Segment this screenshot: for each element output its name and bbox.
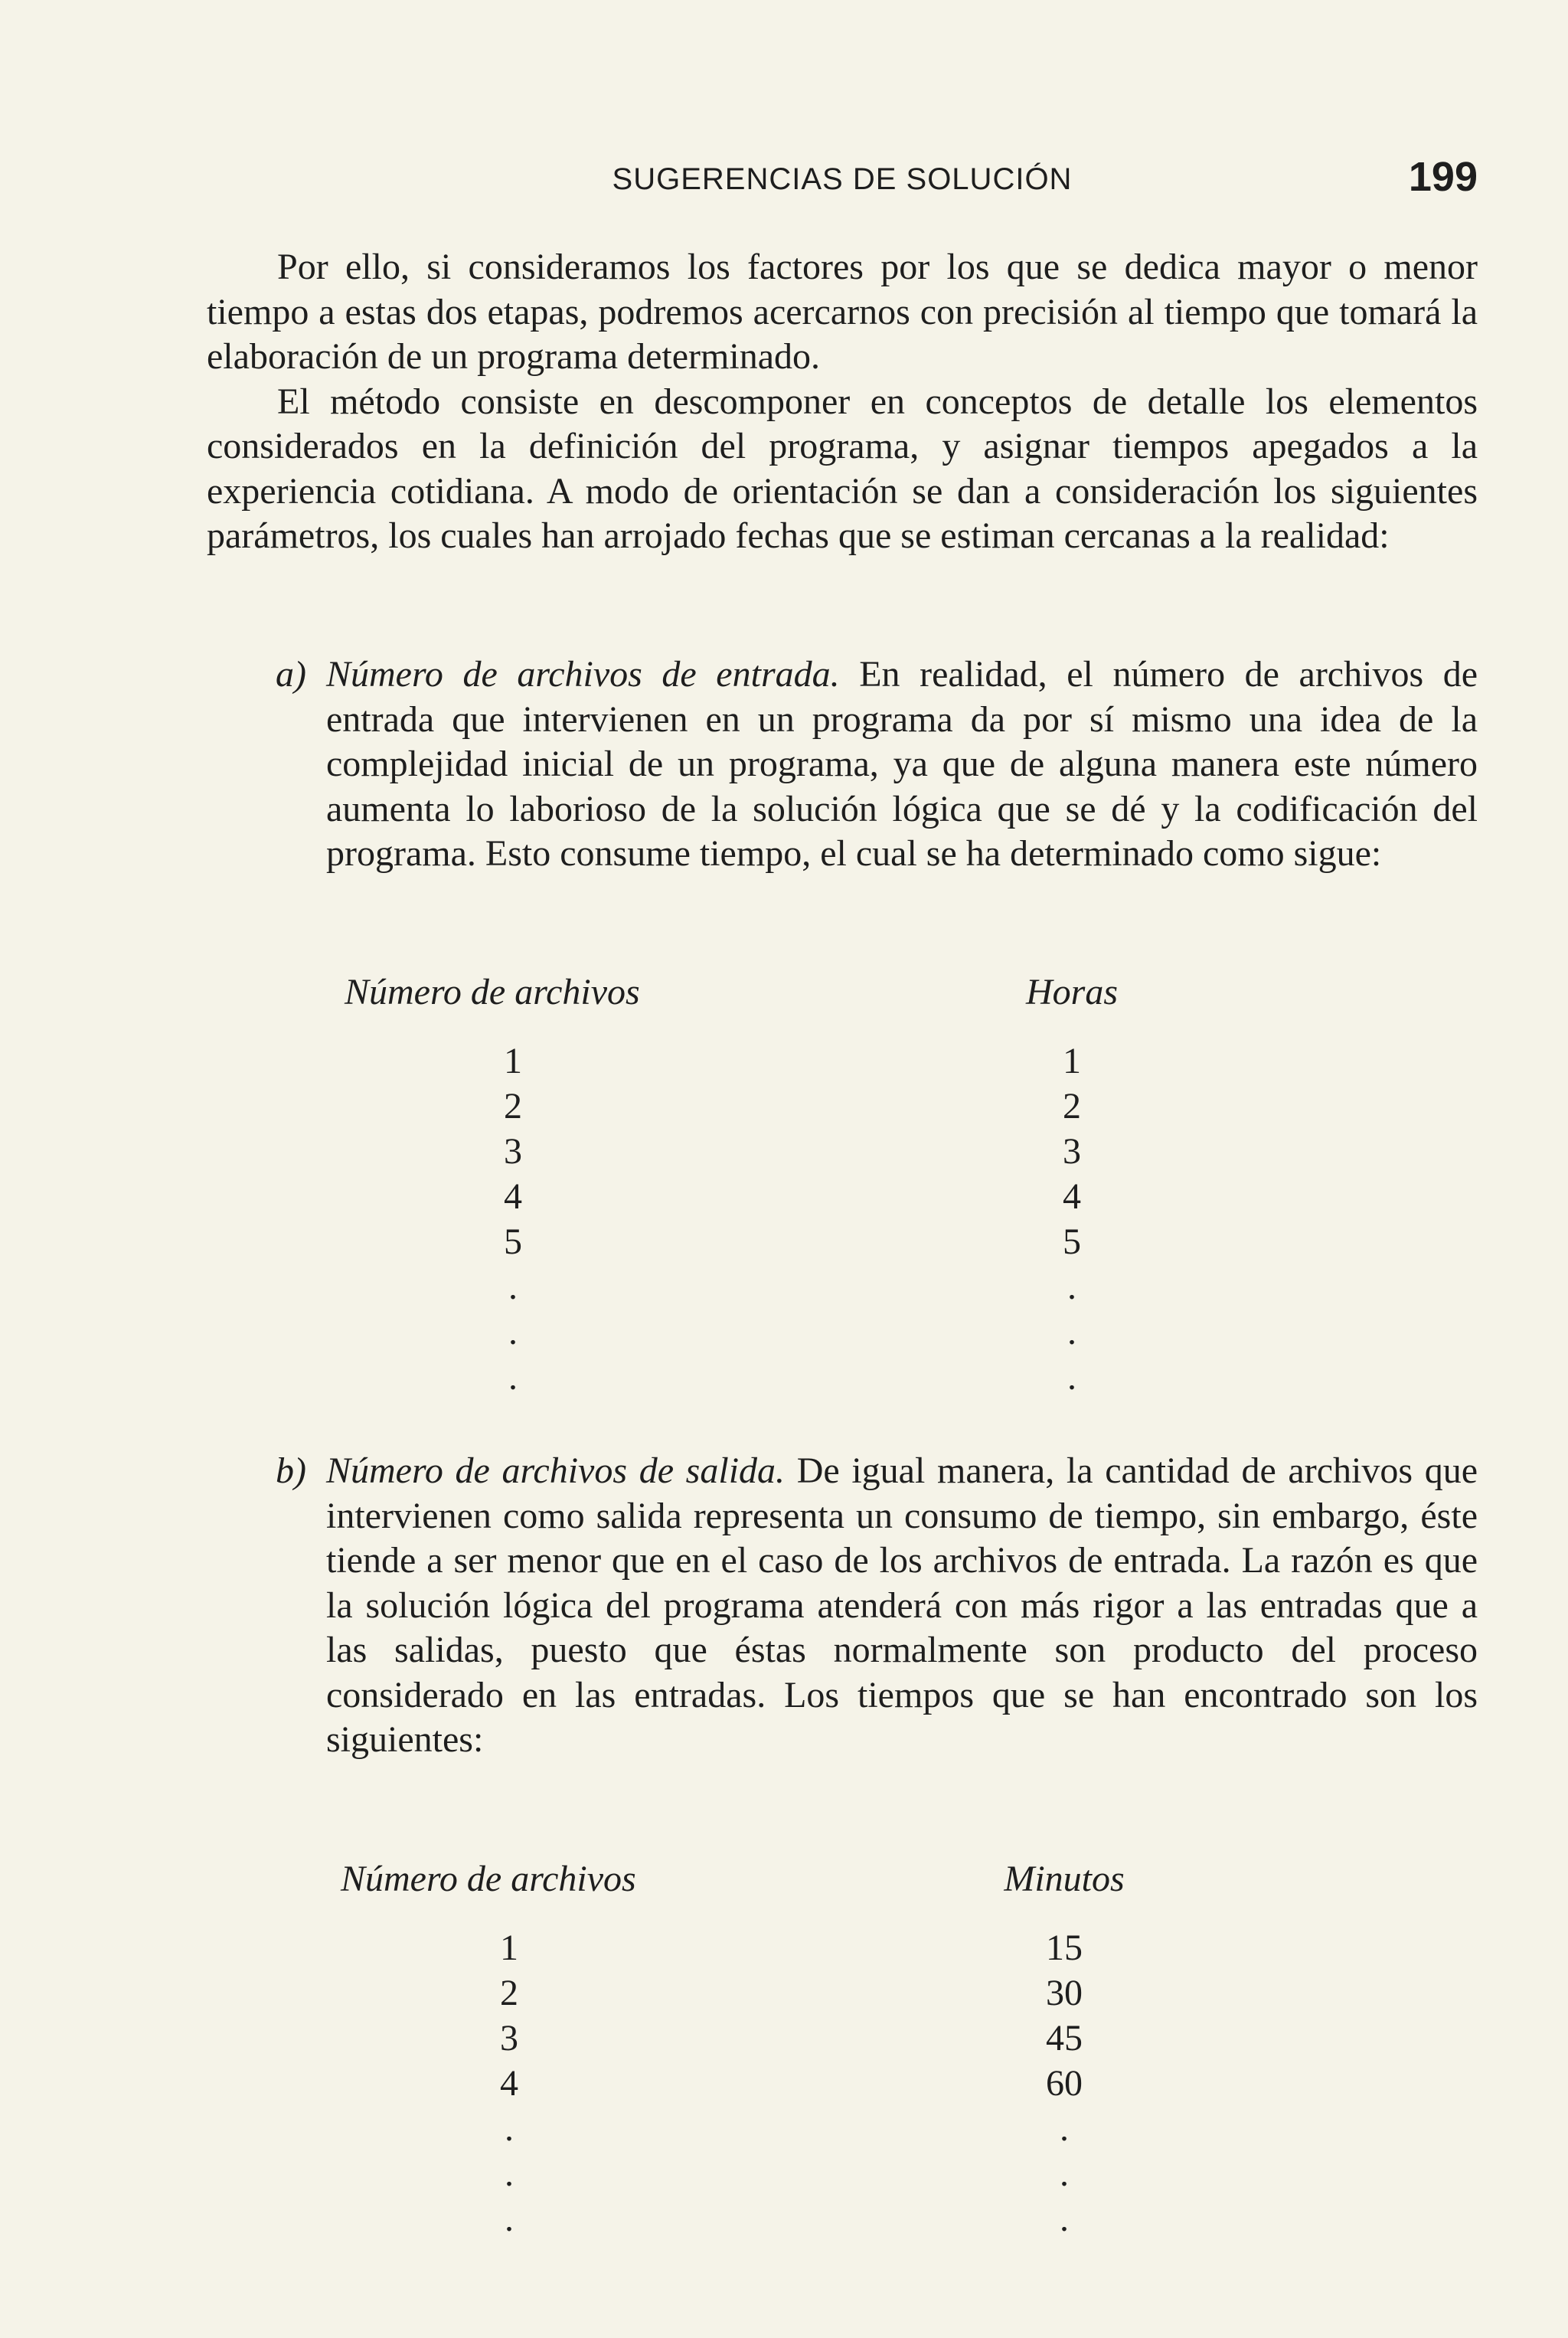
table-cell: 5 <box>1063 1221 1081 1262</box>
table-values-col2 <box>1026 1925 1102 2242</box>
table-column <box>345 971 727 1013</box>
table-header: Número de archivos <box>345 972 640 1012</box>
table-cell: 3 <box>1063 1131 1081 1172</box>
table-cell: 1 <box>1063 1041 1081 1081</box>
list-item-body: De igual manera, la cantidad de archivos que intervienen como salida representa un consumo de tiempo, sin embargo, éste tiende a ser menor que en el caso de los archivos de entrada. La razón es que la solución lógica del programa atenderá con más rigor a las entradas que a las salidas, puesto que éstas normalmente son producto del proceso considerado en las entradas. Los tiempos que se han encontrado son los siguientes: <box>326 1450 1478 1760</box>
list-marker: a) <box>276 654 306 695</box>
table-cell: 1 <box>504 1041 522 1081</box>
running-head: SUGERENCIAS DE SOLUCIÓN <box>612 162 1073 196</box>
table-cell: 4 <box>1063 1176 1081 1217</box>
table-cell: . <box>508 1312 518 1352</box>
table-cell: 4 <box>504 1176 522 1217</box>
table-cell: . <box>1067 1357 1076 1398</box>
table-header: Minutos <box>1004 1859 1125 1899</box>
table-cell: . <box>505 2153 514 2194</box>
table-cell: . <box>508 1267 518 1307</box>
paragraph: Por ello, si consideramos los factores por los que se dedica mayor o menor tiempo a estas dos etapas, podremos acercarnos con precisión al tiempo que tomará la elaboración de un programa determinado. <box>207 247 1478 377</box>
list-item-b <box>276 1449 1478 1763</box>
table-cell: 60 <box>1046 2063 1083 2104</box>
page-number: 199 <box>1408 154 1478 200</box>
table-values-col2 <box>1034 1038 1110 1400</box>
list-item-body: En realidad, el número de archivos de entrada que intervienen en un programa da por sí mismo una idea de la complejidad inicial de un programa, ya que de alguna manera este número aumenta lo laborioso de la solución lógica que se dé y la codificación del programa. Esto consume tiempo, el cual se ha determinado como sigue: <box>326 654 1478 874</box>
table-cell: 2 <box>1063 1086 1081 1126</box>
table-header: Horas <box>1025 972 1119 1012</box>
table-cell: . <box>1067 1267 1076 1307</box>
table-cell: 45 <box>1046 2018 1083 2058</box>
table-cell: 2 <box>500 1973 518 2013</box>
table-cell: 30 <box>1046 1973 1083 2013</box>
table-column <box>965 1858 1164 1900</box>
table-cell: . <box>505 2199 514 2239</box>
table-cell: . <box>1067 1312 1076 1352</box>
table-cell: . <box>1060 2108 1069 2149</box>
table-cell: 3 <box>500 2018 518 2058</box>
table-cell: . <box>1060 2153 1069 2194</box>
table-cell: 4 <box>500 2063 518 2104</box>
page-header <box>207 153 1478 207</box>
table-column <box>341 1858 724 1900</box>
intro-text <box>207 245 1478 559</box>
list-marker: b) <box>276 1450 306 1491</box>
table-values-col1 <box>475 1038 551 1400</box>
list-item-text <box>276 1449 1478 1763</box>
table-cell: . <box>1060 2199 1069 2239</box>
paragraph: El método consiste en descomponer en conceptos de detalle los elementos considerados en la definición del programa, y asignar tiempos apegados a la experiencia cotidiana. A modo de orientación se dan a consideración los siguientes parámetros, los cuales han arrojado fechas que se estiman cercanas a la realidad: <box>207 381 1478 556</box>
table-column <box>995 971 1148 1013</box>
table-cell: 5 <box>504 1221 522 1262</box>
table-cell: . <box>505 2108 514 2149</box>
table-header: Número de archivos <box>341 1859 636 1899</box>
table-cell: . <box>508 1357 518 1398</box>
table-values-col1 <box>471 1925 547 2242</box>
table-cell: 1 <box>500 1928 518 1968</box>
list-item-text <box>276 652 1478 877</box>
table-cell: 3 <box>504 1131 522 1172</box>
table-cell: 2 <box>504 1086 522 1126</box>
table-cell: 15 <box>1046 1928 1083 1968</box>
list-item-title: Número de archivos de entrada. <box>326 654 840 695</box>
list-item-title: Número de archivos de salida. <box>326 1450 786 1491</box>
list-item-a <box>276 652 1478 877</box>
